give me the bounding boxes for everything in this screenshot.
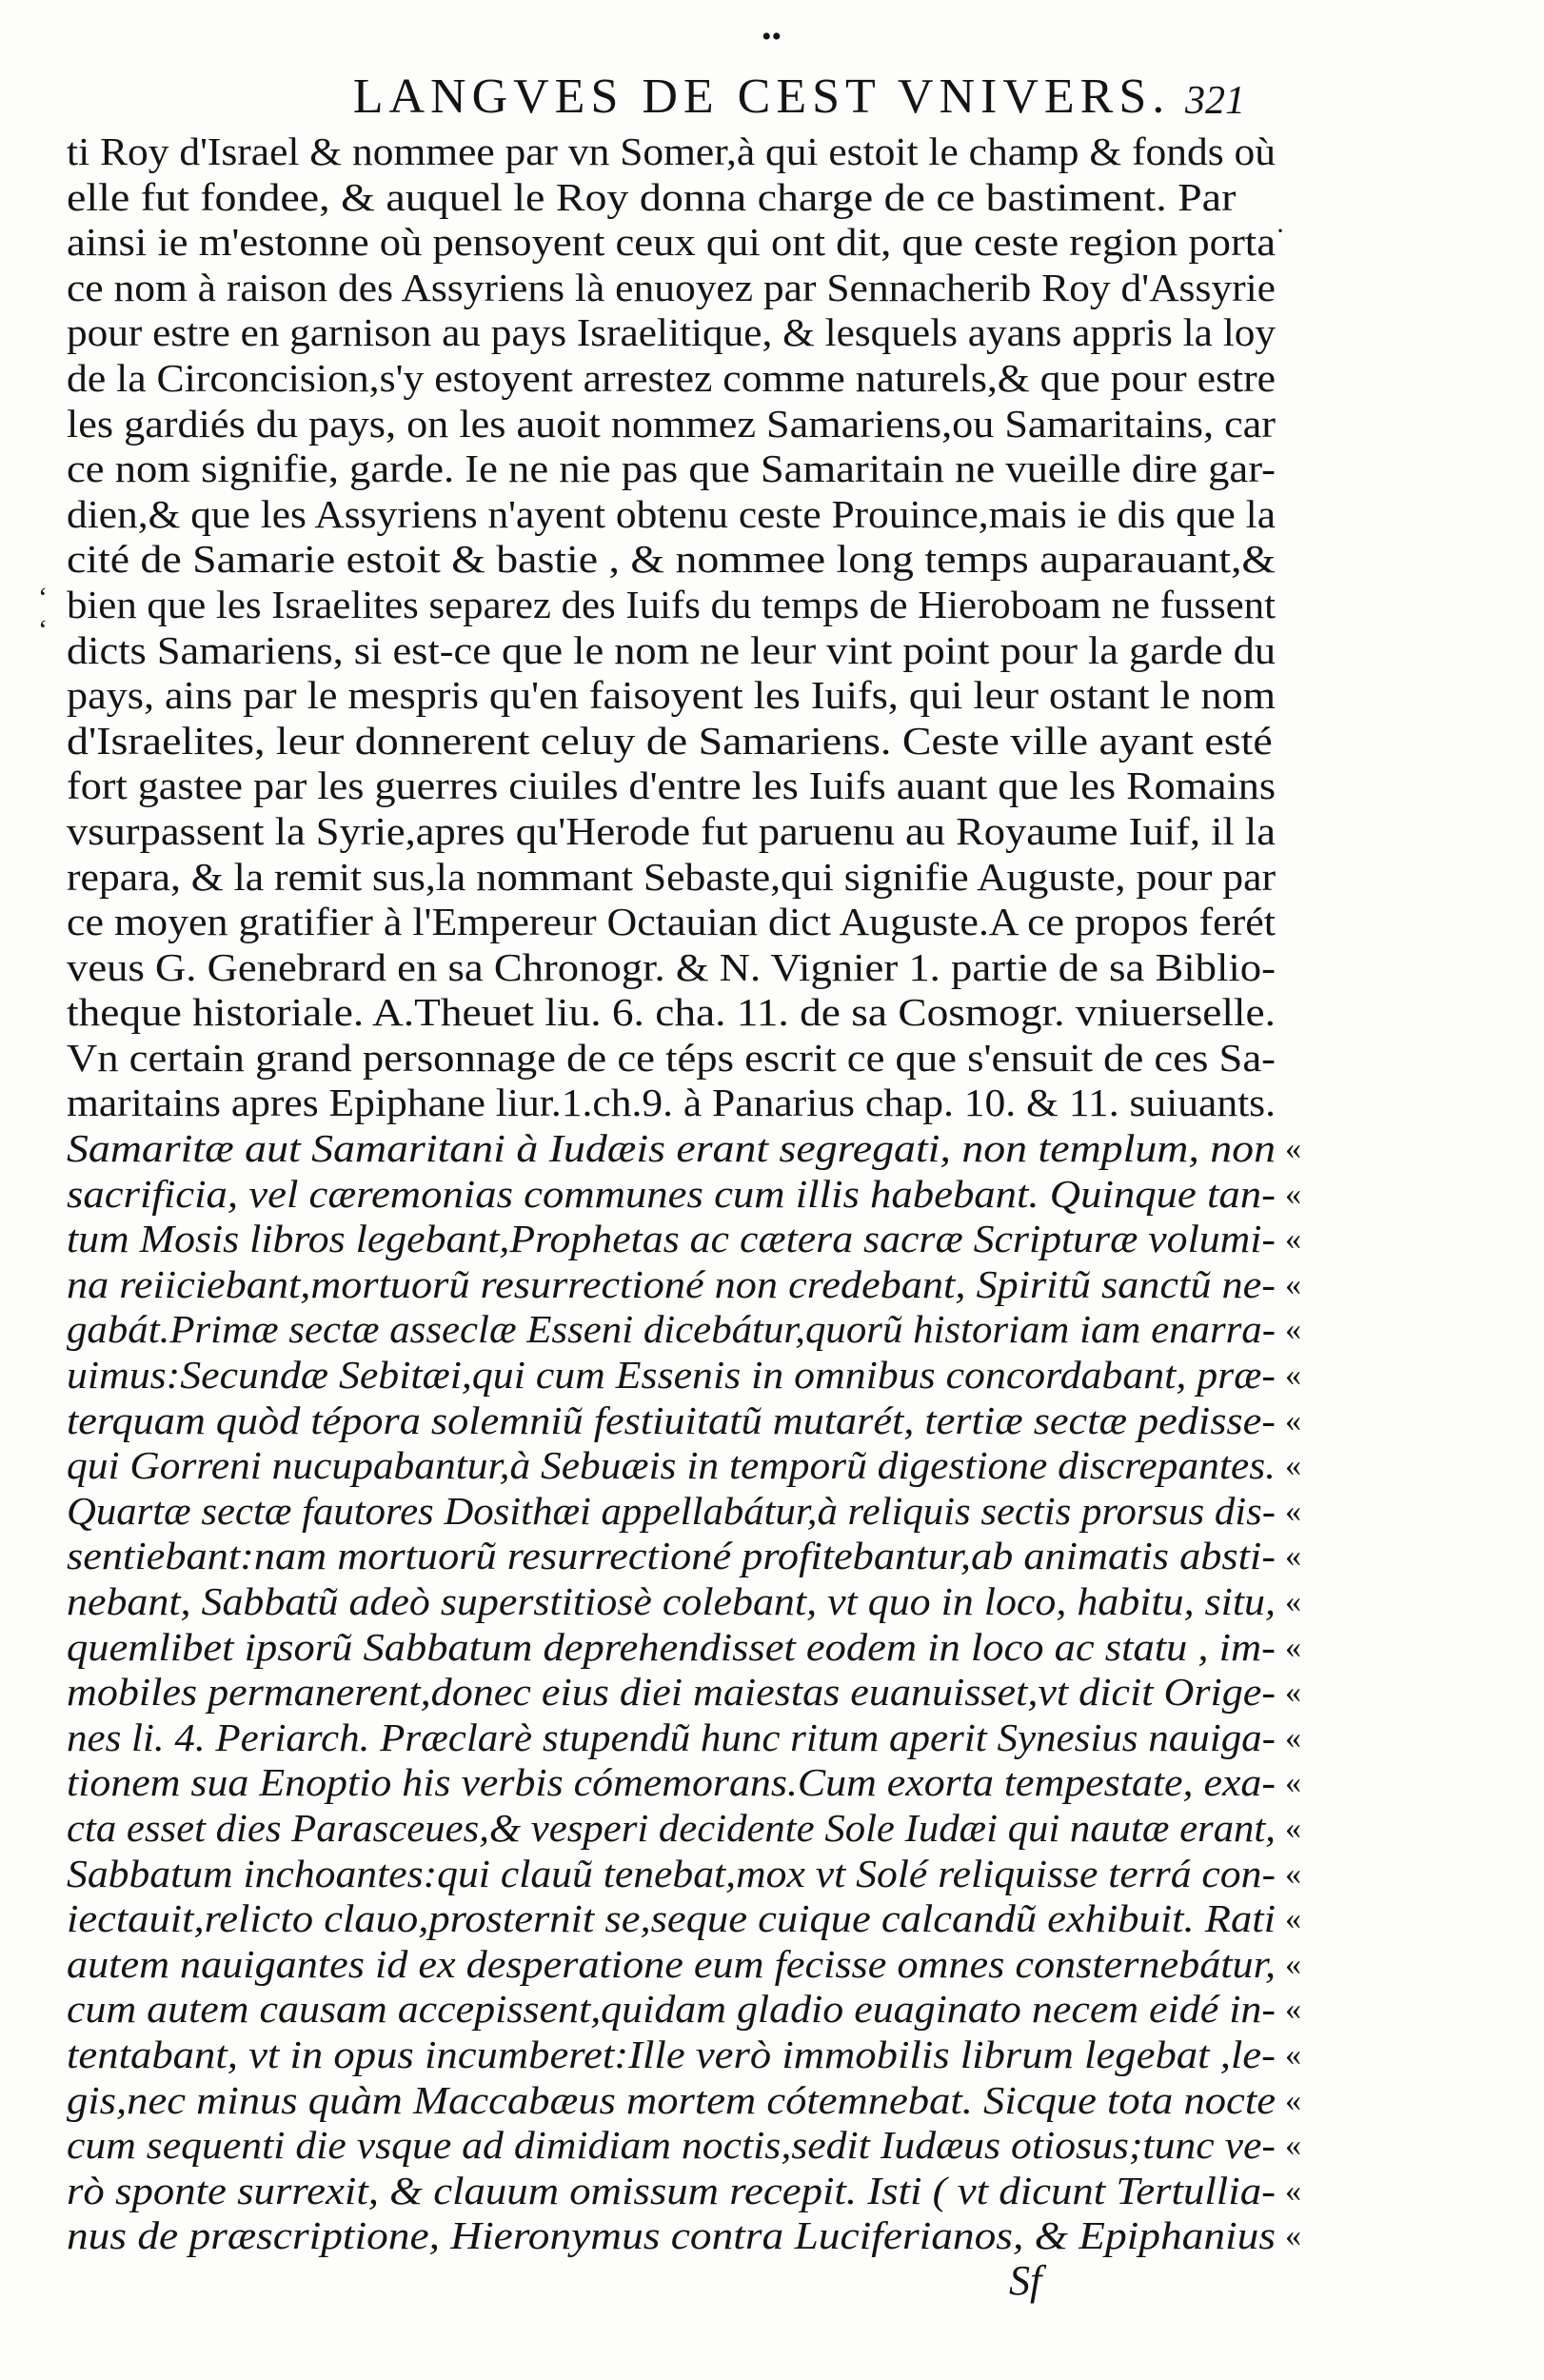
text-line (67, 129, 1285, 175)
text-line (67, 1896, 1301, 1942)
text-line-content: theque historiale. A.Theuet liu. 6. cha. 11. de sa Cosmogr. vniuerselle. (67, 990, 1276, 1035)
text-line-content: sentiebant:nam mortuorũ resurrectioné profitebantur,ab animatis absti- (67, 1534, 1276, 1578)
text-line-content: terquam quòd tépora solemniũ festiuitatũ mutarét, tertiæ sectæ pedisse- (67, 1398, 1276, 1442)
text-line-content: sacrificia, vel cæremonias communes cum illis habebant. Quinque tan- (67, 1171, 1276, 1216)
text-line (67, 2032, 1301, 2078)
margin-mark: ‘ ‘ (38, 582, 48, 645)
text-line-content: cum sequenti die vsque ad dimidiam noctis,sedit Iudæus otiosus;tunc ve- (67, 2123, 1276, 2168)
text-line (67, 2123, 1301, 2169)
text-line (67, 1443, 1301, 1489)
quotation-mark: « (1285, 1493, 1301, 1529)
text-line (67, 537, 1285, 583)
text-line-content: iectauit,relicto clauo,prosternit se,seque cuique calcandũ exhibuit. Rati (67, 1896, 1276, 1941)
text-line (67, 1670, 1301, 1716)
text-line (67, 402, 1285, 447)
text-line-content: nus de præscriptione, Hieronymus contra Luciferianos, & Epiphanius (67, 2213, 1276, 2258)
text-line (67, 175, 1285, 221)
text-line-content: elle fut fondee, & auquel le Roy donna charge de ce bastiment. Par (67, 174, 1237, 219)
margin-mark: · (1276, 215, 1285, 247)
text-line-content: repara, & la remit sus,la nommant Sebaste,qui signifie Auguste, pour par (67, 854, 1276, 899)
quotation-mark: « (1285, 2036, 1301, 2073)
text-line-content: dicts Samariens, si est-ce que le nom ne leur vint point pour la garde du (67, 627, 1276, 672)
text-line-content: ti Roy d'Israel & nommee par vn Somer,à qui estoit le champ & fonds où (67, 129, 1276, 173)
text-line-content: mobiles permanerent,donec eius diei maiestas euanuisset,vt dicit Orige- (67, 1670, 1276, 1715)
text-line-content: d'Israelites, leur donnerent celuy de Samariens. Ceste ville ayant esté (67, 718, 1273, 763)
quotation-mark: « (1285, 2218, 1301, 2254)
text-line-content: pays, ains par le mespris qu'en faisoyent les Iuifs, qui leur ostant le nom (67, 673, 1276, 718)
text-line-content: cta esset dies Parasceues,& vesperi decidente Sole Iudæi qui nautæ erant, (67, 1805, 1276, 1850)
text-line (67, 1261, 1301, 1308)
text-line (67, 900, 1285, 945)
text-line (67, 266, 1285, 311)
quotation-mark: « (1285, 1765, 1301, 1801)
text-line (67, 1036, 1285, 1081)
quotation-mark: « (1285, 2128, 1301, 2164)
text-line (67, 446, 1285, 492)
text-line-content: autem nauigantes id ex desperatione eum fecisse omnes consternebátur, (67, 1941, 1276, 1986)
text-line-content: ce nom à raison des Assyriens là enuoyez par Sennacherib Roy d'Assyrie (67, 265, 1276, 309)
text-line-content: tentabant, vt in opus incumberet:Ille verò immobilis librum legebat ,le- (67, 2032, 1276, 2076)
text-line-content: dien,& que les Assyriens n'ayent obtenu ceste Prouince,mais ie dis que la (67, 491, 1276, 536)
text-line (67, 719, 1285, 764)
text-line-content: ainsi ie m'estonne où pensoyent ceux qui ont dit, que ceste region porta (67, 220, 1276, 265)
quotation-mark: « (1285, 1810, 1301, 1846)
quotation-mark: « (1285, 1584, 1301, 1619)
text-line (67, 2168, 1301, 2214)
text-line (67, 220, 1285, 266)
text-line (67, 855, 1285, 901)
text-line (67, 356, 1285, 402)
text-line-content: fort gastee par les guerres ciuiles d'entre les Iuifs auant que les Romains (67, 764, 1276, 808)
text-line (67, 1534, 1301, 1579)
text-line-content: cum autem causam accepissent,quidam gladio euaginato necem eidé in- (67, 1987, 1276, 2032)
text-line (67, 945, 1285, 991)
page-number: 321 (1185, 79, 1245, 123)
text-line-content: de la Circoncision,s'y estoyent arrestez comme naturels,& que pour estre (67, 355, 1276, 400)
text-line-content: nebant, Sabbatũ adeò superstitiosè colebant, vt quo in loco, habitu, situ, (67, 1579, 1276, 1623)
text-line (67, 1171, 1301, 1218)
text-line (67, 1217, 1301, 1262)
catchword: Sf (1009, 2257, 1042, 2304)
text-line-content: Samaritæ aut Samaritani à Iudæis erant segregati, non templum, non (67, 1126, 1276, 1171)
text-body (67, 129, 1301, 2259)
text-line (67, 1624, 1301, 1671)
text-line-content: cité de Samarie estoit & bastie , & nommee long temps auparauant,& (67, 537, 1276, 582)
text-line-content: vsurpassent la Syrie,apres qu'Herode fut paruenu au Royaume Iuif, il la (67, 808, 1277, 853)
text-line (67, 1081, 1285, 1126)
text-line-content: bien que les Israelites separez des Iuifs du temps de Hieroboam ne fussent (67, 582, 1276, 626)
text-line-content: rò sponte surrexit, & clauum omissum recepit. Isti ( vt dicunt Tertullia- (67, 2168, 1276, 2212)
quotation-mark: « (1285, 1719, 1301, 1755)
text-line (67, 1353, 1301, 1398)
quotation-mark: « (1285, 1538, 1301, 1575)
text-line (67, 809, 1285, 855)
text-line (67, 2213, 1301, 2259)
text-line-content: na reiiciebant,mortuorũ resurrectioné non credebant, Spiritũ sanctũ ne- (67, 1261, 1276, 1306)
text-line-content: ce nom signifie, garde. Ie ne nie pas que Samaritain ne vueille dire gar- (67, 446, 1276, 491)
quotation-mark: « (1285, 1358, 1301, 1394)
text-line-content: maritains apres Epiphane liur.1.ch.9. à Panarius chap. 10. & 11. suiuants. (67, 1081, 1276, 1125)
text-line (67, 1398, 1301, 1444)
text-line (67, 1126, 1301, 1172)
quotation-mark: « (1285, 1312, 1301, 1348)
text-line (67, 764, 1285, 809)
text-line (67, 1941, 1301, 1988)
text-line-content: gabát.Primæ sectæ asseclæ Esseni dicebátur,quorũ historiam iam enarra- (67, 1307, 1276, 1352)
quotation-mark: « (1285, 1221, 1301, 1258)
text-line (67, 673, 1285, 719)
text-line (67, 583, 1285, 628)
quotation-mark: « (1285, 1176, 1301, 1212)
text-line (67, 1760, 1301, 1806)
text-line (67, 990, 1285, 1036)
text-line-content: quemlibet ipsorũ Sabbatum deprehendisset eodem in loco ac statu , im- (67, 1624, 1276, 1669)
quotation-mark: « (1285, 1901, 1301, 1937)
quotation-mark: « (1285, 1131, 1301, 1167)
quotation-mark: « (1285, 1448, 1301, 1484)
text-line-content: tum Mosis libros legebant,Prophetas ac cætera sacræ Scripturæ volumi- (67, 1217, 1276, 1261)
quotation-mark: « (1285, 1855, 1301, 1892)
quotation-mark: « (1285, 1266, 1301, 1302)
text-line-content: les gardiés du pays, on les auoit nommez Samariens,ou Samaritains, car (67, 401, 1276, 446)
text-line (67, 1579, 1301, 1625)
text-line (67, 1805, 1301, 1852)
text-line (67, 310, 1285, 356)
quotation-mark: « (1285, 2172, 1301, 2209)
text-line-content: nes li. 4. Periarch. Præclarè stupendũ hunc ritum aperit Synesius nauiga- (67, 1715, 1276, 1759)
text-line (67, 628, 1285, 674)
text-line-content: uimus:Secundæ Sebitæi,qui cum Essenis in omnibus concordabant, præ- (67, 1353, 1276, 1398)
quotation-mark: « (1285, 1402, 1301, 1438)
text-line-content: pour estre en garnison au pays Israelitique, & lesquels ayans appris la loy (67, 310, 1276, 355)
text-line (67, 1715, 1301, 1761)
text-line (67, 1851, 1301, 1897)
quotation-mark: « (1285, 2082, 1301, 2118)
quotation-mark: « (1285, 1992, 1301, 2028)
quotation-mark: « (1285, 1629, 1301, 1665)
text-line-content: veus G. Genebrard en sa Chronogr. & N. Vignier 1. partie de sa Biblio- (67, 944, 1276, 989)
text-line-content: tionem sua Enoptio his verbis cómemorans.Cum exorta tempestate, exa- (67, 1760, 1276, 1805)
text-line-content: Quartæ sectæ fautores Dosithæi appellabátur,à reliquis sectis prorsus dis- (67, 1488, 1276, 1533)
running-title: LANGVES DE CEST VNIVERS. (352, 69, 1171, 124)
text-line-content: Vn certain grand personnage de ce téps escrit ce que s'ensuit de ces Sa- (67, 1035, 1276, 1080)
text-line (67, 1307, 1301, 1353)
text-line (67, 492, 1285, 538)
top-mark: •• (762, 21, 782, 52)
text-line (67, 2077, 1301, 2124)
text-line (67, 1987, 1301, 2033)
text-line-content: gis,nec minus quàm Maccabæus mortem cótemnebat. Sicque tota nocte (67, 2077, 1276, 2122)
quotation-mark: « (1285, 1946, 1301, 1982)
text-line-content: Sabbatum inchoantes:qui clauũ tenebat,mox vt Solé reliquisse terrá con- (67, 1851, 1276, 1895)
text-line (67, 1488, 1301, 1535)
text-line-content: ce moyen gratifier à l'Empereur Octauian dict Auguste.A ce propos ferét (67, 900, 1276, 944)
quotation-mark: « (1285, 1675, 1301, 1711)
text-line-content: qui Gorreni nucupabantur,à Sebuæis in temporũ digestione discrepantes. (67, 1443, 1276, 1488)
